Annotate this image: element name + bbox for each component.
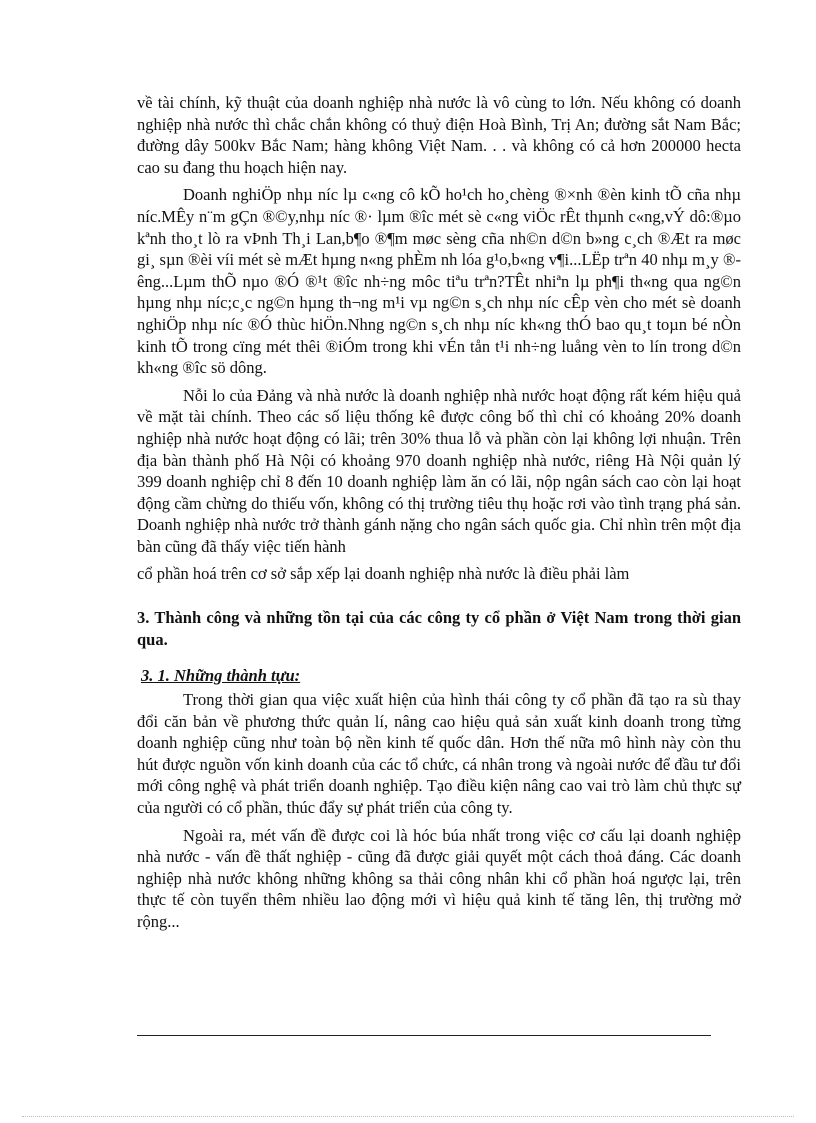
page-boundary-line	[22, 1116, 794, 1117]
subsection-heading-3-1: 3. 1. Những thành tựu:	[141, 666, 301, 686]
paragraph-achievements: Trong thời gian qua việc xuất hiện của hình thái công ty cổ phần đã tạo ra sù thay đổi căn bản về phương thức quản lí, nâng cao hiệu quả sản xuất kinh doanh trong từng doanh nghiệp cũng như toàn bộ nền kinh tế quốc dân. Hơn thế nữa mô hình này còn thu hút được nguồn vốn kinh doanh của các tổ chức, cá nhân trong và ngoài nước để đầu tư đổi mới công nghệ và phát triển doanh nghiệp. Tạo điều kiện nâng cao vai trò làm chủ thực sự của người có cổ phần, thúc đẩy sự phát triển của công ty.	[137, 690, 741, 818]
paragraph-planning-tool: Doanh nghiÖp nhµ níc lµ c«ng cô kÕ ho¹ch ho¸chèng ®×nh ®èn kinh tÕ cña nhµ níc.MÊy n¨m gÇn ®©y,nhµ níc ®· lµm ®îc mét sè c«ng viÖc rÊt thµnh c«ng,vÝ dô:®µo kªnh tho¸t lò ra vÞnh Th¸i Lan,b¶o ®¶m møc sèng cña nh©n d©n b»ng c¸ch ®Æt ra møc gi¸ sµn ®èi víi mét sè mÆt hµng n«ng phÈm nh lóa g¹o,b«ng v¶i...LËp trªn 40 nhµ m¸y ®êng...Lµm thÕ nµo ®Ó ®¹t ®îc nh÷ng môc tiªu trªn?TÊt nhiªn lµ ph¶i th«ng qua ng©n hµng nhµ níc;c¸c ng©n hµng th¬ng m¹i vµ ng©n s¸ch nhµ níc cÊp vèn cho mét sè doanh nghiÖp nhµ níc ®Ó thùc hiÖn.Nhng ng©n s¸ch nhµ níc kh«ng thÓ bao qu¸t toµn bé nÒn kinh tÕ trong cïng mét thêi ®iÓm trong khi vÉn tån t¹i nh÷ng luång vèn to lín trong d©n kh«ng ®îc sö dông.	[137, 185, 741, 378]
document-page	[137, 92, 741, 933]
paragraph-unemployment: Ngoài ra, mét vấn đề được coi là hóc búa nhất trong việc cơ cấu lại doanh nghiệp nhà nước - vấn đề thất nghiệp - cũng đã được giải quyết một cách thoả đáng. Các doanh nghiệp nhà nước không những không sa thải công nhân khi cổ phần hoá ngược lại, trên thực tế còn tuyển thêm nhiều lao động mới vì hiệu quả kinh tế tăng lên, thị trường mở rộng...	[137, 825, 741, 931]
paragraph-financial-role: về tài chính, kỹ thuật của doanh nghiệp nhà nước là vô cùng to lớn. Nếu không có doanh nghiệp nhà nước thì chắc chắn không có thuỷ điện Hoà Bình, Trị An; đường sắt Nam Bắc; đường dây 500kv Bắc Nam; hàng không Việt Nam. . . và không có cả hơn 200000 hecta cao su đang thu hoạch hiện nay.	[137, 93, 741, 177]
footer-rule	[137, 1035, 711, 1036]
paragraph-concern: Nỗi lo của Đảng và nhà nước là doanh nghiệp nhà nước hoạt động rất kém hiệu quả về mặt tài chính. Theo các số liệu thống kê được công bố thì chỉ có khoảng 20% doanh nghiệp nhà nước hoạt động có lãi; trên 30% thua lỗ và phần còn lại không lợi nhuận. Trên địa bàn thành phố Hà Nội có khoảng 970 doanh nghiệp nhà nước, riêng Hà Nội quản lý 399 doanh nghiệp chỉ 8 đến 10 doanh nghiệp làm ăn có lãi, nộp ngân sách cao còn lại hoạt động cầm chừng do thiếu vốn, không có thị trường tiêu thụ hoặc rơi vào tình trạng phá sản. Doanh nghiệp nhà nước trở thành gánh nặng cho ngân sách quốc gia. Chỉ nhìn trên một địa bàn cũng đã thấy việc tiến hành	[137, 385, 741, 556]
section-heading-3: 3. Thành công và những tồn tại của các công ty cổ phần ở Việt Nam trong thời gian qua.	[137, 608, 741, 650]
paragraph-equitization-needed: cổ phần hoá trên cơ sở sắp xếp lại doanh nghiệp nhà nước là điều phải làm	[137, 564, 630, 584]
